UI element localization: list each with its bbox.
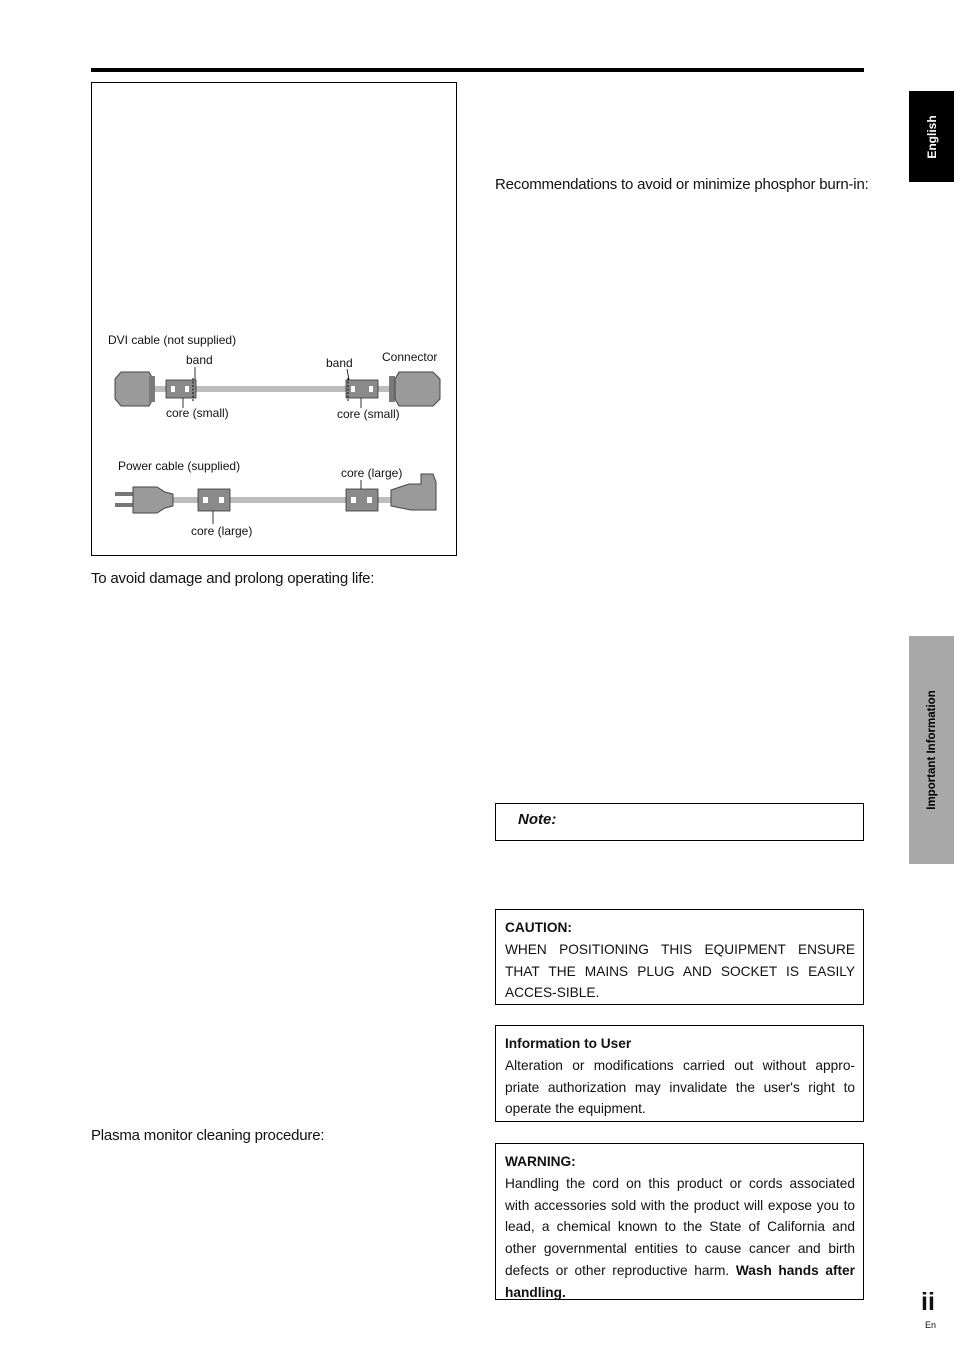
info-user-body: Alteration or modifications carried out without appro-priate authorization may invalidate the user's right to operate the equipment. <box>505 1057 855 1117</box>
page-number: ii <box>921 1288 935 1316</box>
language-tab <box>909 91 954 182</box>
warning-body-wrap <box>505 1173 855 1304</box>
info-user-box <box>495 1025 864 1122</box>
core-large-top-label: core (large) <box>341 466 403 480</box>
note-title: Note: <box>518 811 557 828</box>
heading-burn-in: Recommendations to avoid or minimize phosphor burn-in: <box>495 176 869 193</box>
caution-body: WHEN POSITIONING THIS EQUIPMENT ENSURE THAT THE MAINS PLUG AND SOCKET IS EASILY ACCES-SIBLE. <box>505 941 855 1001</box>
section-tab-label: Important Information <box>925 690 938 810</box>
power-cable-label: Power cable (supplied) <box>118 459 241 473</box>
core-large-bottom-label: core (large) <box>191 524 253 538</box>
warning-title: WARNING: <box>505 1154 576 1169</box>
top-rule <box>91 68 864 72</box>
dvi-cable-label: DVI cable (not supplied) <box>108 333 237 347</box>
info-user-title: Information to User <box>505 1036 632 1051</box>
band-left-label: band <box>186 353 213 367</box>
section-tab <box>909 636 954 864</box>
band-right-label: band <box>326 356 353 370</box>
core-small-right-label: core (small) <box>337 407 400 421</box>
warning-body: Handling the cord on this product or cords associated with accessories sold with the product will expose you to lead, a chemical known to the State of California and other governmental entities to cause cancer and birth defects or other reproductive harm. <box>505 1175 855 1278</box>
dvi-cable-drawing <box>115 367 440 408</box>
heading-avoid-damage: To avoid damage and prolong operating life: <box>91 570 375 587</box>
language-tab-label: English <box>924 114 939 159</box>
note-box <box>495 803 864 841</box>
warning-emphasis: Wash hands after handling. <box>505 1262 855 1300</box>
caution-title: CAUTION: <box>505 920 572 935</box>
cable-diagram <box>91 82 457 556</box>
page-lang-code: En <box>925 1320 937 1330</box>
power-cable-drawing <box>115 474 436 524</box>
warning-box <box>495 1143 864 1300</box>
heading-cleaning-procedure: Plasma monitor cleaning procedure: <box>91 1127 325 1144</box>
core-small-left-label: core (small) <box>166 406 229 420</box>
connector-label: Connector <box>382 350 438 364</box>
caution-box <box>495 909 864 1005</box>
